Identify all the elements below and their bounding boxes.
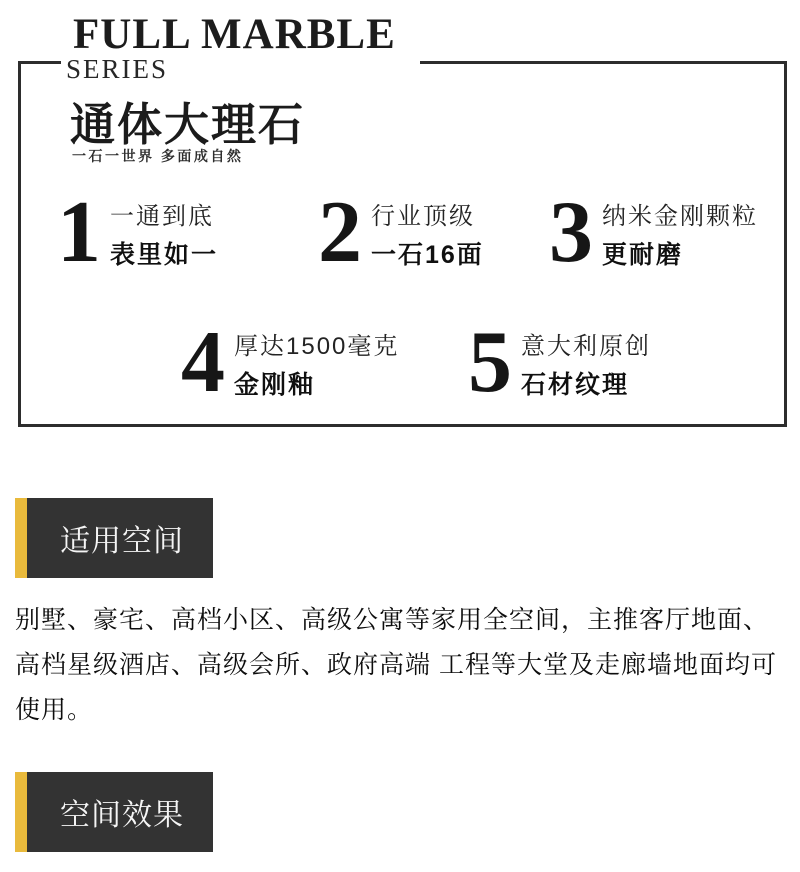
section-header-usage-title: 适用空间 <box>27 498 213 578</box>
section-header-effect <box>15 772 213 852</box>
feature-4-line1: 厚达1500毫克 <box>234 332 400 360</box>
feature-4 <box>181 314 400 411</box>
feature-1 <box>57 184 219 281</box>
feature-1-line2: 表里如一 <box>110 240 219 269</box>
feature-1-number: 1 <box>57 184 101 281</box>
usage-paragraph-line: 别墅、豪宅、高档小区、高级公寓等家用全空间，主推客厅地面、 <box>15 606 770 634</box>
feature-2-line1: 行业顶级 <box>371 202 475 230</box>
feature-2 <box>318 184 484 281</box>
yellow-accent-bar <box>15 772 27 852</box>
feature-2-text <box>371 196 484 271</box>
series-title-cn: 通体大理石 <box>70 99 306 150</box>
series-tagline: 一石一世界 多面成自然 <box>72 148 244 164</box>
feature-3-number: 3 <box>549 184 593 281</box>
feature-2-number: 2 <box>318 184 362 281</box>
feature-1-line1: 一通到底 <box>110 202 214 230</box>
section-header-effect-title: 空间效果 <box>27 772 213 852</box>
feature-3-line2: 更耐磨 <box>602 240 684 269</box>
usage-paragraph-line: 使用。 <box>15 696 94 724</box>
feature-4-line2: 金刚釉 <box>234 370 316 399</box>
series-subtitle-en: SERIES <box>66 54 169 84</box>
feature-1-text <box>110 196 218 271</box>
section-header-usage <box>15 498 213 578</box>
usage-paragraph <box>15 598 777 733</box>
series-title-en: FULL MARBLE <box>73 11 396 58</box>
feature-3 <box>549 184 758 281</box>
feature-5 <box>468 314 651 411</box>
feature-4-number: 4 <box>181 314 225 411</box>
feature-5-text <box>521 326 651 401</box>
feature-5-number: 5 <box>468 314 512 411</box>
feature-5-line2: 石材纹理 <box>521 370 630 399</box>
usage-paragraph-line: 高档星级酒店、高级会所、政府高端 工程等大堂及走廊墙地面均可 <box>15 651 777 679</box>
yellow-accent-bar <box>15 498 27 578</box>
feature-5-line1: 意大利原创 <box>521 332 651 360</box>
feature-2-line2: 一石16面 <box>371 240 484 269</box>
feature-3-line1: 纳米金刚颗粒 <box>602 202 758 230</box>
feature-3-text <box>602 196 758 271</box>
feature-4-text <box>234 326 399 401</box>
